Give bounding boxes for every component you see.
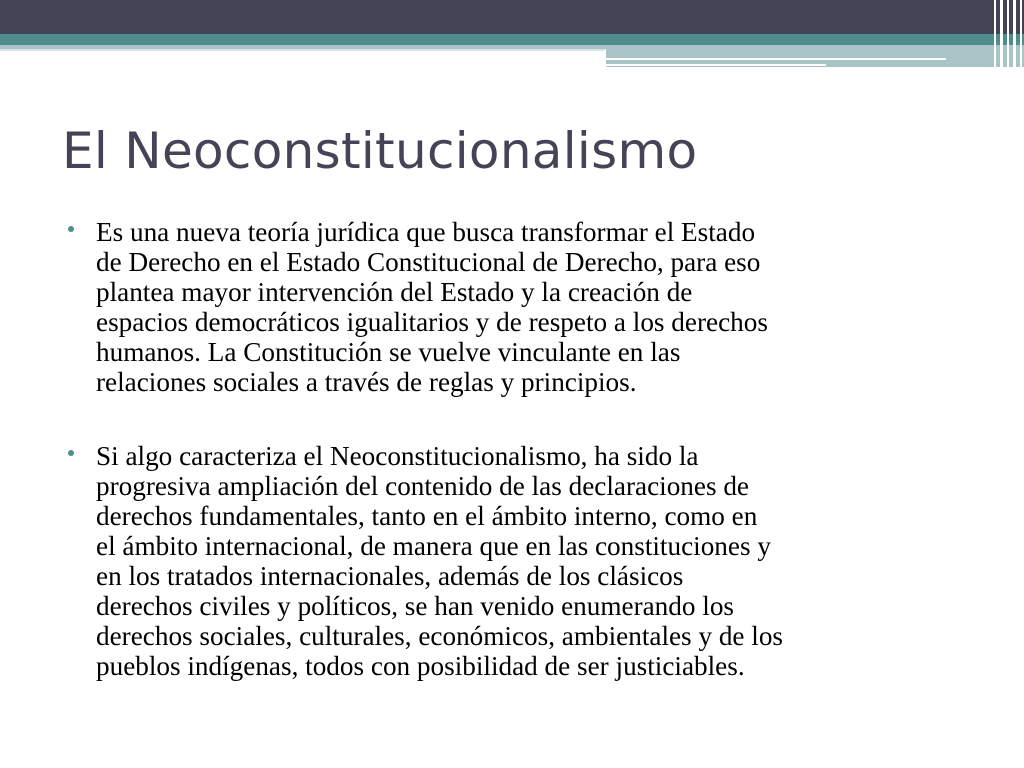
bullet-line: derechos sociales, culturales, económicos, ambientales y de los: [96, 621, 784, 651]
bullet-line: Es una nueva teoría jurídica que busca transformar el Estado: [96, 217, 756, 247]
header-step-line: [606, 58, 946, 60]
slide-title: El Neoconstitucionalismo: [62, 122, 698, 180]
bullet-item: [62, 441, 972, 681]
bullet-line: plantea mayor intervención del Estado y la creación de: [96, 277, 693, 307]
bullet-line: humanos. La Constitución se vuelve vinculante en las: [96, 337, 681, 367]
bullet-line: de Derecho en el Estado Constitucional de Derecho, para eso: [96, 247, 761, 277]
header-band-teal: [0, 34, 1024, 45]
bullet-list: [62, 217, 972, 681]
bullet-line: derechos civiles y políticos, se han venido enumerando los: [96, 591, 734, 621]
header-step-line: [606, 64, 826, 66]
header-stripes: [990, 0, 1024, 68]
bullet-line: el ámbito internacional, de manera que en las constituciones y: [96, 531, 771, 561]
bullet-line: Si algo caracteriza el Neoconstitucionalismo, ha sido la: [96, 441, 699, 471]
bullet-line: en los tratados internacionales, además de los clásicos: [96, 561, 684, 591]
bullet-dot-icon: [68, 450, 74, 456]
header-band-pale: [0, 49, 605, 51]
bullet-line: progresiva ampliación del contenido de las declaraciones de: [96, 471, 749, 501]
bullet-line: espacios democráticos igualitarios y de respeto a los derechos: [96, 307, 768, 337]
bullet-dot-icon: [68, 226, 74, 232]
bullet-line: relaciones sociales a través de reglas y principios.: [96, 367, 637, 397]
bullet-item: [62, 217, 972, 397]
bullet-line: derechos fundamentales, tanto en el ámbito interno, como en: [96, 501, 758, 531]
bullet-line: pueblos indígenas, todos con posibilidad de ser justiciables.: [96, 651, 745, 681]
header-band-dark: [0, 0, 1024, 34]
